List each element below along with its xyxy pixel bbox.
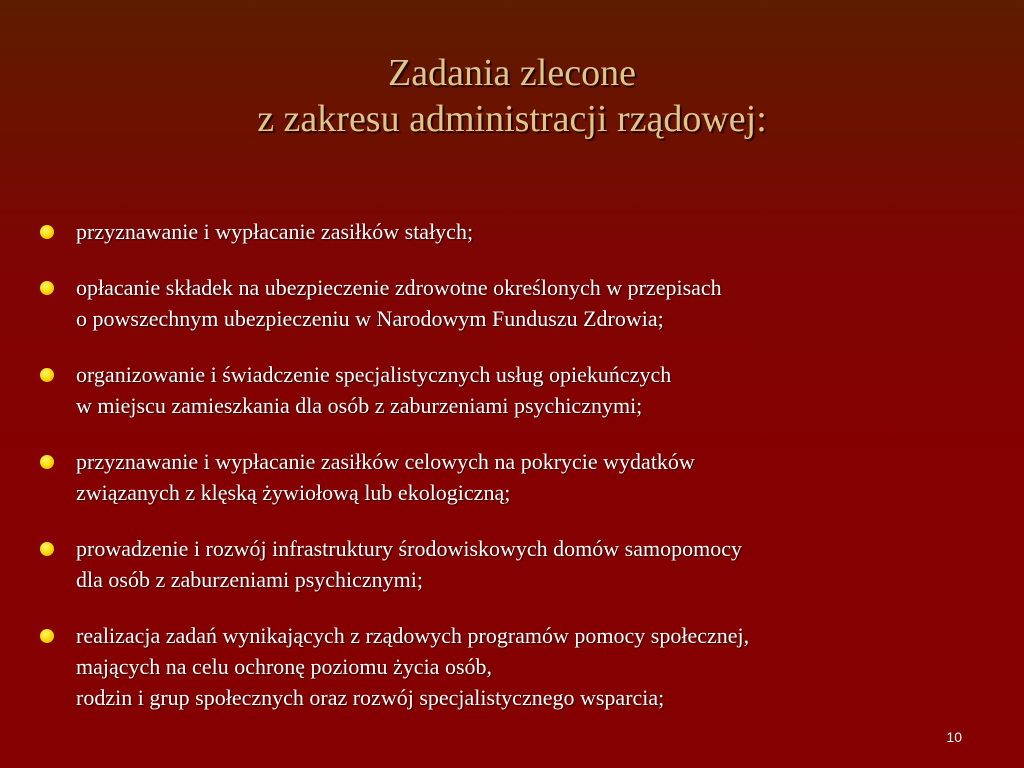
page-number: 10 <box>946 729 962 745</box>
title-line-2: z zakresu administracji rządowej: <box>257 98 767 140</box>
bullet-text-line: przyznawanie i wypłacanie zasiłków stałych; <box>76 219 474 244</box>
bullet-text-line: organizowanie i świadczenie specjalistycznych usług opiekuńczych <box>76 362 672 387</box>
bullet-text-line: związanych z klęską żywiołową lub ekologiczną; <box>76 480 511 505</box>
bullet-text-line: realizacja zadań wynikających z rządowych programów pomocy społecznej, <box>76 623 750 648</box>
bullet-list <box>40 216 1010 738</box>
bullet-dot-icon <box>40 281 54 295</box>
bullet-item <box>40 359 1010 421</box>
bullet-text-line: przyznawanie i wypłacanie zasiłków celowych na pokrycie wydatków <box>76 449 695 474</box>
title-line-1: Zadania zlecone <box>388 52 636 94</box>
bullet-dot-icon <box>40 225 54 239</box>
bullet-dot-icon <box>40 542 54 556</box>
bullet-text-line: dla osób z zaburzeniami psychicznymi; <box>76 567 423 592</box>
slide-title <box>0 50 1024 142</box>
bullet-text-line: prowadzenie i rozwój infrastruktury środowiskowych domów samopomocy <box>76 536 742 561</box>
bullet-item <box>40 272 1010 334</box>
bullet-item <box>40 216 1010 247</box>
bullet-item <box>40 533 1010 595</box>
bullet-text-line: w miejscu zamieszkania dla osób z zaburzeniami psychicznymi; <box>76 393 643 418</box>
bullet-text-line: mających na celu ochronę poziomu życia osób, <box>76 654 493 679</box>
bullet-text-line: rodzin i grup społecznych oraz rozwój specjalistycznego wsparcia; <box>76 685 665 710</box>
bullet-text-line: opłacanie składek na ubezpieczenie zdrowotne określonych w przepisach <box>76 275 722 300</box>
bullet-text-line: o powszechnym ubezpieczeniu w Narodowym Funduszu Zdrowia; <box>76 306 664 331</box>
bullet-dot-icon <box>40 629 54 643</box>
bullet-dot-icon <box>40 455 54 469</box>
bullet-item <box>40 620 1010 713</box>
bullet-item <box>40 446 1010 508</box>
bullet-dot-icon <box>40 368 54 382</box>
